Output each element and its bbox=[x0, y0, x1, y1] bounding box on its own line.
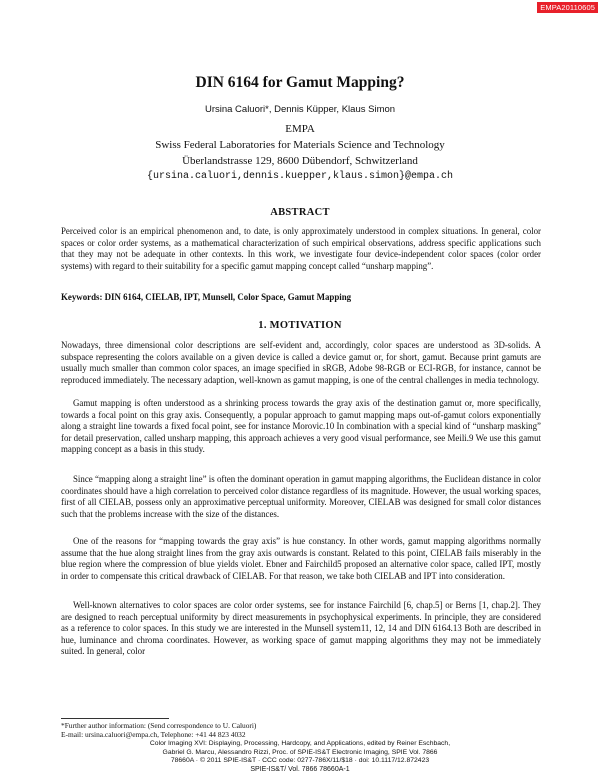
footnote-contact: E-mail: ursina.caluori@empa.ch, Telephone: +41 44 823 4032 bbox=[61, 730, 246, 740]
footnote-author-info: *Further author information: (Send correspondence to U. Caluori) bbox=[61, 721, 257, 730]
citation-line-2: Gabriel G. Marcu, Alessandro Rizzi, Proc. of SPIE-IS&T Electronic Imaging, SPIE Vol. 7866 bbox=[162, 748, 438, 756]
citation-line-1: Color Imaging XVI: Displaying, Processing, Hardcopy, and Applications, edited by Reiner Eschbach, bbox=[149, 740, 451, 747]
affiliation-org: EMPA bbox=[285, 123, 315, 135]
paragraph-3: Since “mapping along a straight line” is often the dominant operation in gamut mapping algorithms, the Euclidean distance in color coordinates should have a high correlation to perceived color distance regardless of its magnitude. However, the usual working spaces, first of all CIELAB, possess only an approximative perceptual uniformity. Moreover, CIELAB was designed for small color distances such that the problems increase with the size of the distances. bbox=[61, 474, 541, 519]
paragraph-1: Nowadays, three dimensional color descriptions are self-evident and, accordingly, color spaces are understood as 3D-solids. A subspace representing the colors available on a given device is called a device gamut or, for short, gamut. Because print gamuts are usually much smaller than common color spaces, an image specified in sRGB, Adobe 98-RGB or ECI-RGB, for instance, cannot be reproduced immediately. The necessary adaption, well-known as gamut mapping, is one of the central challenges in media technology. bbox=[61, 340, 541, 385]
affiliation-lab: Swiss Federal Laboratories for Materials Science and Technology bbox=[155, 139, 445, 151]
paragraph-2: Gamut mapping is often understood as a shrinking process towards the gray axis of the destination gamut or, more specifically, towards a focal point on this gray axis. Consequently, a popular approach to gamut mapping maps out-of-gamut colors exponentially along a straight line towards a fixed focal point, see for instance Morovic.10 In combination with a special kind of “unsharp masking” for detail preservation, called unsharp mapping, this approach achieves a very good visual performance, see Meili.9 We use this gamut mapping concept as a basis in this study. bbox=[61, 398, 541, 455]
citation-block bbox=[0, 740, 600, 766]
citation-line-3: 78660A · © 2011 SPIE-IS&T · CCC code: 0277-786X/11/$18 · doi: 10.1117/12.872423 bbox=[170, 757, 430, 765]
footnote bbox=[61, 721, 541, 740]
document-id-stamp: EMPA20110605 bbox=[537, 2, 598, 13]
paper-title: DIN 6164 for Gamut Mapping? bbox=[195, 74, 405, 91]
author-list: Ursina Caluori*, Dennis Küpper, Klaus Simon bbox=[204, 104, 396, 115]
footnote-rule bbox=[61, 718, 169, 719]
page-footer: SPIE-IS&T/ Vol. 7866 78660A-1 bbox=[250, 766, 350, 773]
section-heading-motivation: 1. MOTIVATION bbox=[258, 320, 342, 331]
paragraph-4: One of the reasons for “mapping towards the gray axis” is hue constancy. In other words, gamut mapping algorithms normally assume that the hue along straight lines from the gray axis outwards is constant. Related to this point, CIELAB fails miserably in the blue region where the compression of blue yields violet. Ebner and Fairchild5 proposed an alternative color space, called IPT, mostly in order to compensate this critical drawback of CIELAB. For that reason, we take both CIELAB and IPT into consideration. bbox=[61, 536, 541, 581]
author-emails: {ursina.caluori,dennis.kuepper,klaus.simon}@empa.ch bbox=[146, 171, 454, 182]
paragraph-5: Well-known alternatives to color spaces are color order systems, see for instance Fairchild [6, chap.5] or Berns [1, chap.2]. They are designed to reach perceptual uniformity by direct measurements in psychophysical experiments. In principle, they are considered as a reference to color spaces. In this study we are interested in the Munsell system11, 12, 14 and DIN 6164.13 Both are described in hue, luminance and chroma coordinates. However, as working space of gamut mapping algorithms they may not be immediately suited. In general, color bbox=[61, 600, 541, 657]
abstract-text: Perceived color is an empirical phenomenon and, to date, is only approximately understood in complex situations. In general, color spaces or color order systems, as a mathematical characterization of such empirical observations, address specific applications such that they may not be adequate in other contexts. In this work, we investigate four device-independent color spaces (color order systems) with regard to their suitability for a specific gamut mapping concept called “unsharp mapping”. bbox=[61, 226, 541, 271]
abstract-heading: ABSTRACT bbox=[270, 207, 330, 218]
keywords: Keywords: DIN 6164, CIELAB, IPT, Munsell, Color Space, Gamut Mapping bbox=[61, 292, 352, 302]
affiliation-address: Überlandstrasse 129, 8600 Dübendorf, Schwitzerland bbox=[182, 155, 418, 167]
